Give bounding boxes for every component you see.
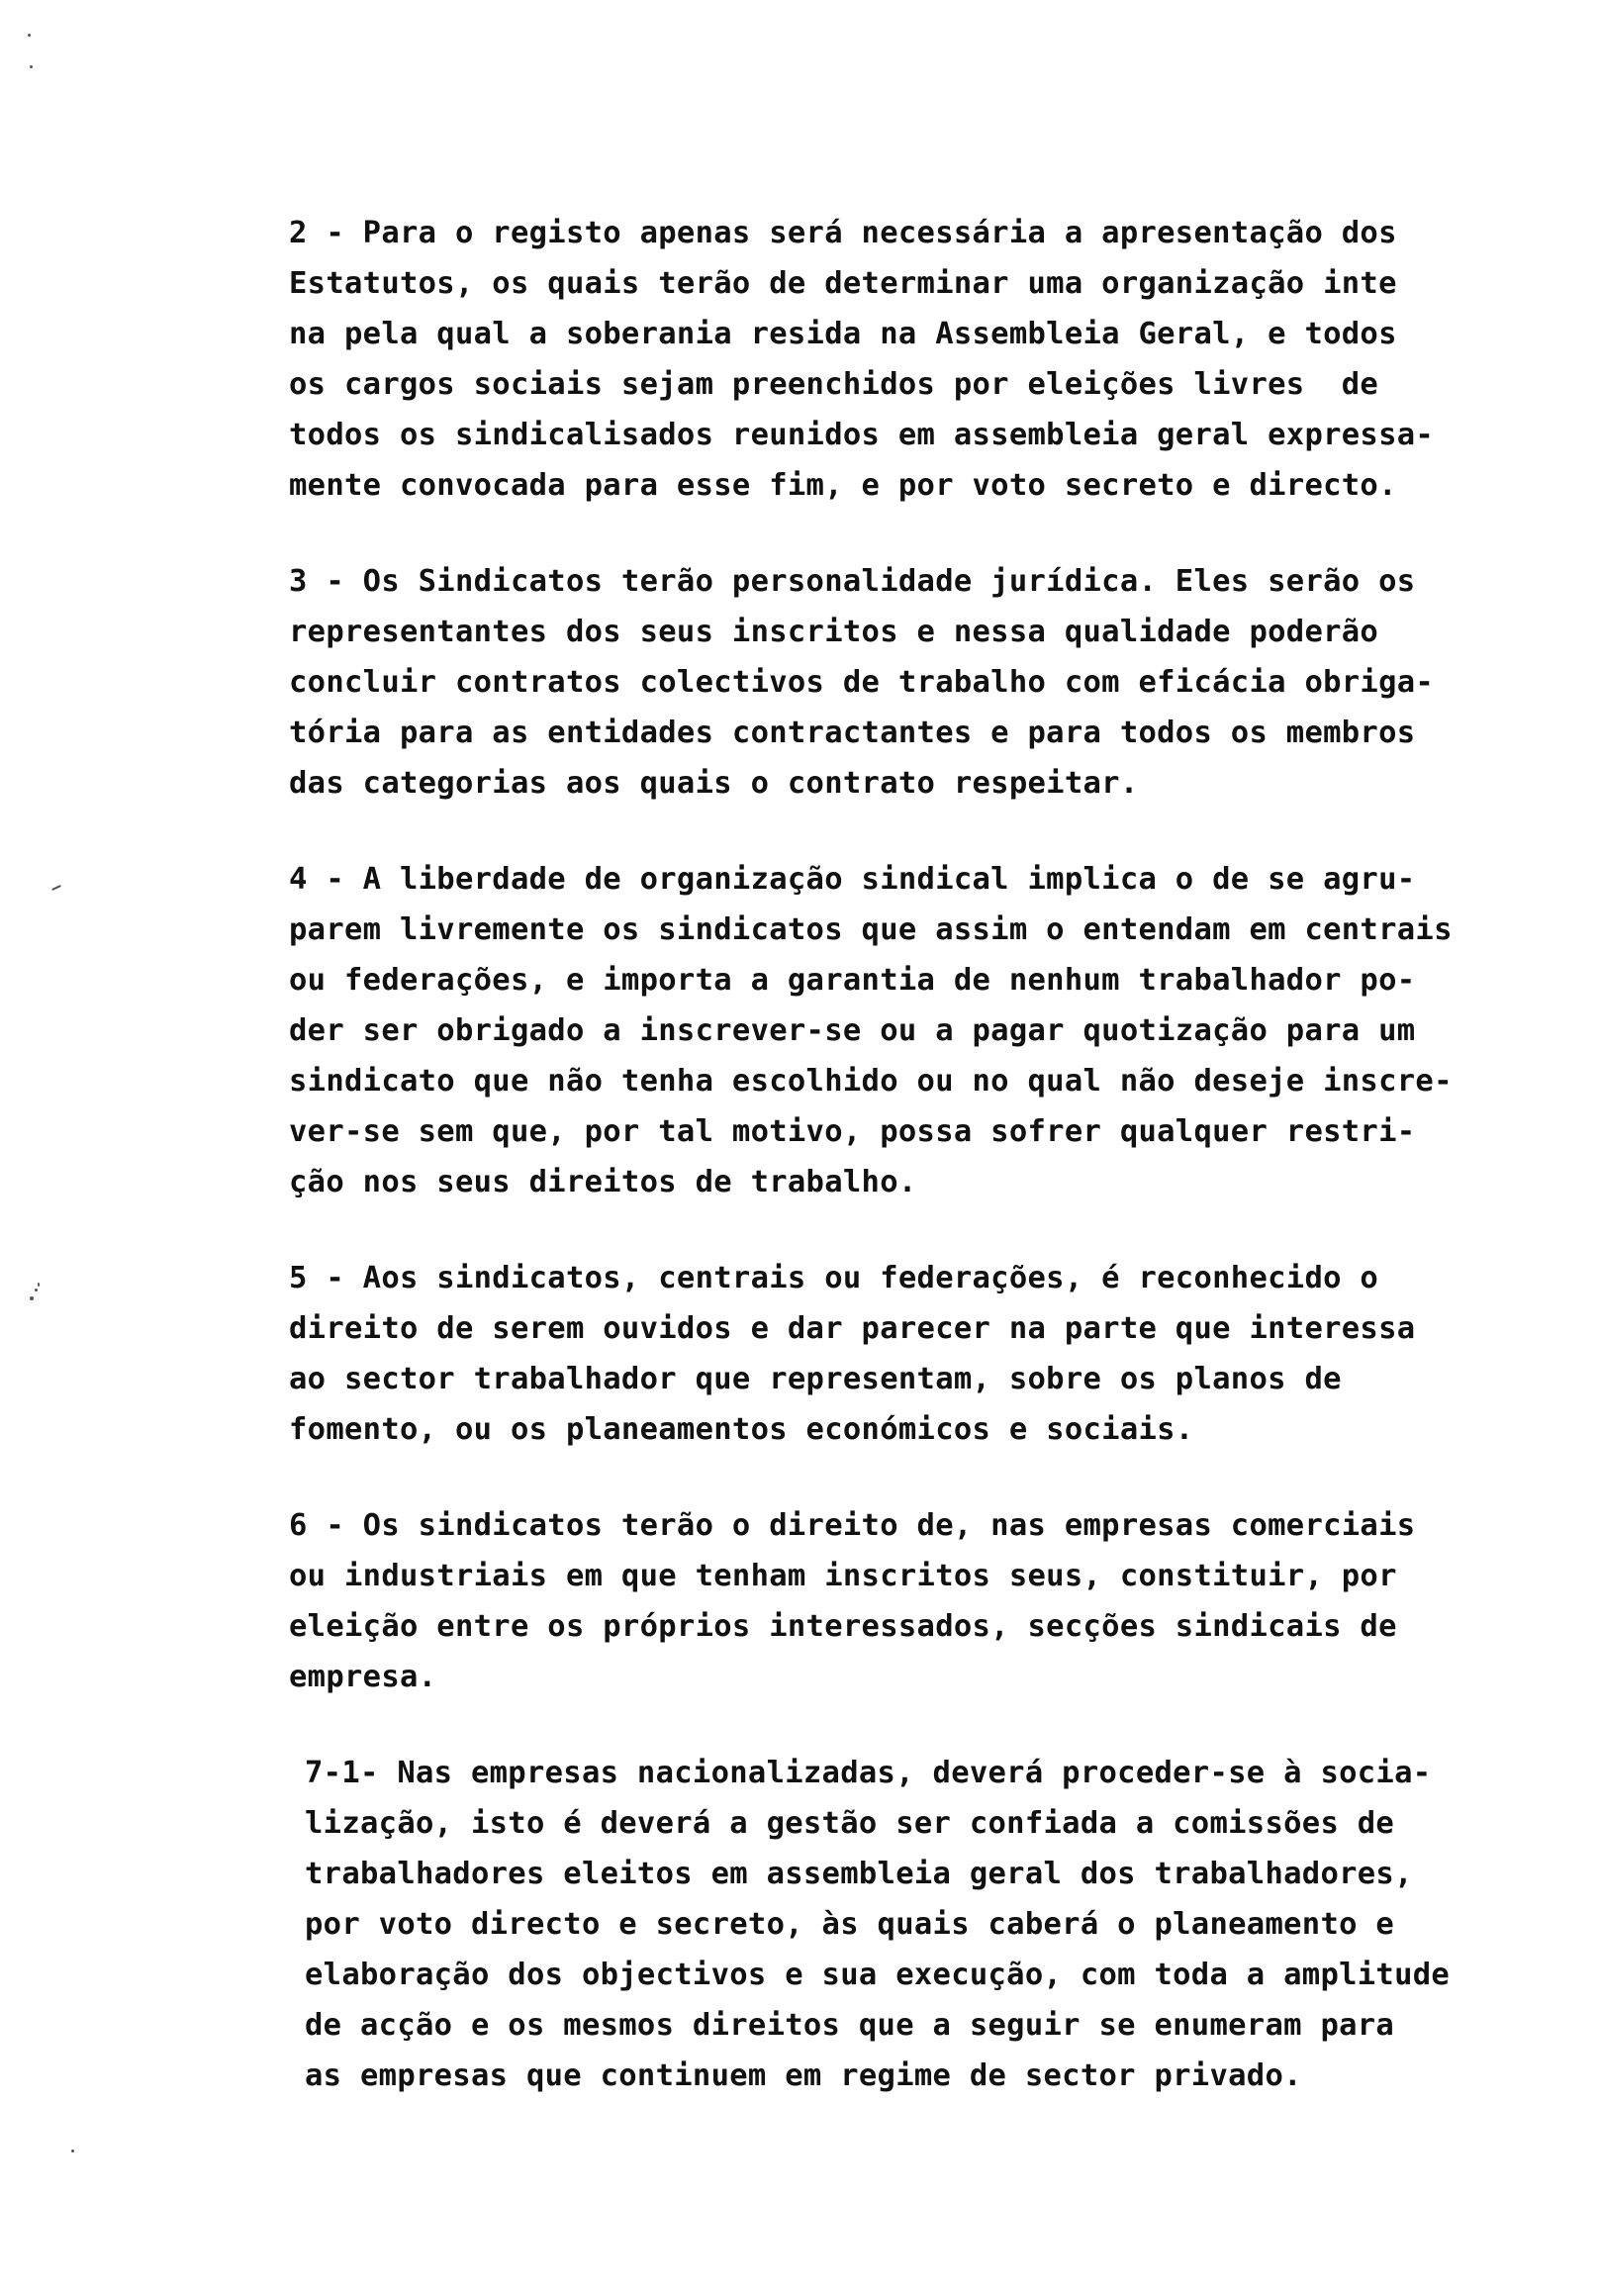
text-line: 6 - Os sindicatos terão o direito de, nas empresas comerciais [289, 1508, 1416, 1543]
paragraph-6 [289, 1500, 1585, 1702]
text-line: der ser obrigado a inscrever-se ou a pagar quotização para um [289, 1013, 1416, 1048]
text-line: 4 - A liberdade de organização sindical implica o de se agru- [289, 862, 1416, 897]
text-line: 5 - Aos sindicatos, centrais ou federações, é reconhecido o [289, 1261, 1379, 1295]
paragraph-7 [305, 1748, 1585, 2101]
scan-speck [28, 34, 31, 37]
text-line: ou federações, e importa a garantia de nenhum trabalhador po- [289, 963, 1416, 998]
scan-speck [30, 65, 33, 68]
text-line: parem livremente os sindicatos que assim o entendam em centrais [289, 912, 1453, 947]
text-line: lização, isto é deverá a gestão ser confiada a comissões de [305, 1806, 1395, 1841]
text-line: na pela qual a soberania resida na Assembleia Geral, e todos [289, 317, 1397, 351]
paragraph-4 [289, 854, 1585, 1207]
text-line: ção nos seus direitos de trabalho. [289, 1165, 917, 1199]
scan-speck [38, 1283, 40, 1287]
text-line: trabalhadores eleitos em assembleia geral dos trabalhadores, [305, 1857, 1413, 1891]
text-line: 2 - Para o registo apenas será necessária a apresentação dos [289, 216, 1397, 250]
text-line: 3 - Os Sindicatos terão personalidade jurídica. Eles serão os [289, 564, 1416, 599]
text-line: Estatutos, os quais terão de determinar uma organização inte [289, 266, 1397, 301]
text-line: todos os sindicalisados reunidos em assembleia geral expressa- [289, 418, 1435, 452]
scan-speck [30, 1296, 34, 1300]
paragraph-3 [289, 556, 1585, 809]
text-line: direito de serem ouvidos e dar parecer na parte que interessa [289, 1311, 1416, 1346]
text-line: ou industriais em que tenham inscritos seus, constituir, por [289, 1559, 1397, 1593]
text-line: eleição entre os próprios interessados, secções sindicais de [289, 1609, 1397, 1644]
text-line: sindicato que não tenha escolhido ou no qual não deseje inscre- [289, 1064, 1453, 1099]
text-line: representantes dos seus inscritos e nessa qualidade poderão [289, 615, 1379, 649]
text-line: 7-1- Nas empresas nacionalizadas, deverá proceder-se à socia- [305, 1756, 1432, 1790]
text-line: ao sector trabalhador que representam, sobre os planos de [289, 1362, 1342, 1396]
paragraph-5 [289, 1253, 1585, 1455]
paragraph-2 [289, 208, 1585, 511]
scan-speck [35, 1289, 38, 1292]
text-line: de acção e os mesmos direitos que a seguir se enumeram para [305, 2008, 1395, 2043]
text-line: por voto directo e secreto, às quais caberá o planeamento e [305, 1907, 1395, 1942]
text-line: ver-se sem que, por tal motivo, possa sofrer qualquer restri- [289, 1114, 1416, 1149]
document-body [289, 208, 1585, 2147]
text-line: fomento, ou os planeamentos económicos e sociais. [289, 1412, 1194, 1447]
text-line: as empresas que continuem em regime de sector privado. [305, 2058, 1302, 2093]
text-line: concluir contratos colectivos de trabalho com eficácia obriga- [289, 665, 1435, 700]
text-line: elaboração dos objectivos e sua execução, com toda a amplitude [305, 1958, 1451, 1992]
scan-speck [71, 2150, 74, 2152]
text-line: tória para as entidades contractantes e para todos os membros [289, 716, 1416, 750]
text-line: empresa. [289, 1660, 437, 1694]
scan-speck [51, 885, 61, 891]
text-line: os cargos sociais sejam preenchidos por eleições livres de [289, 367, 1379, 402]
text-line: das categorias aos quais o contrato respeitar. [289, 766, 1139, 801]
text-line: mente convocada para esse fim, e por voto secreto e directo. [289, 468, 1397, 503]
